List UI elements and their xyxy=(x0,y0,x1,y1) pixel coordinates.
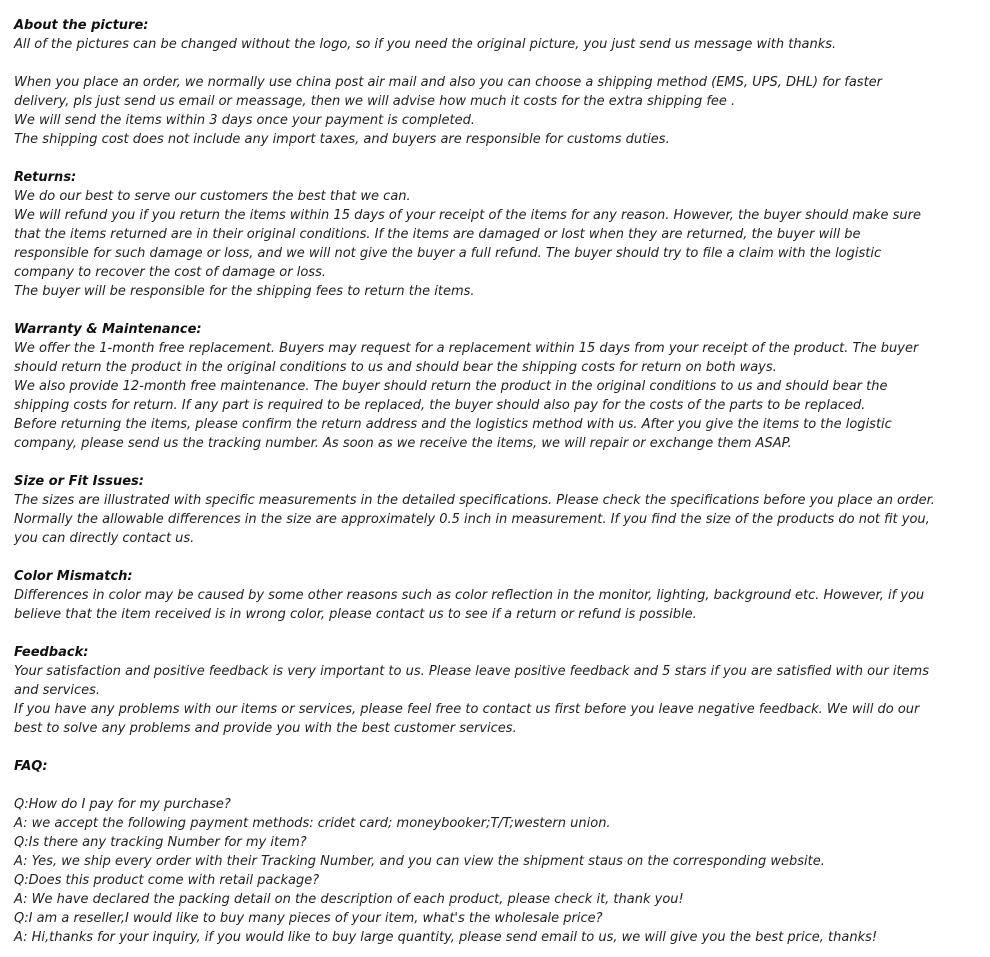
paragraph-line: We will send the items within 3 days once your payment is completed. xyxy=(14,113,476,128)
section-heading: About the picture: xyxy=(14,18,149,33)
faq-spacer xyxy=(14,776,990,795)
section-warranty xyxy=(14,320,990,453)
section-heading: Color Mismatch: xyxy=(14,569,133,584)
paragraph-line: responsible for such damage or loss, and we will not give the buyer a full refund. The buyer should try to file a claim with the logistic xyxy=(14,246,882,261)
paragraph-line: Your satisfaction and positive feedback is very important to us. Please leave positive feedback and 5 stars if you are satisfied with our items xyxy=(14,664,929,679)
section-shipping xyxy=(14,73,990,149)
section-heading: Size or Fit Issues: xyxy=(14,474,144,489)
paragraph-line: When you place an order, we normally use china post air mail and also you can choose a shipping method (EMS, UPS, DHL) for faster xyxy=(14,75,883,90)
paragraph-line: If you have any problems with our items or services, please feel free to contact us first before you leave negative feedback. We will do our xyxy=(14,702,920,717)
section-about-picture xyxy=(14,16,990,54)
paragraph-line: We will refund you if you return the items within 15 days of your receipt of the items for any reason. However, the buyer should make sure xyxy=(14,208,921,223)
faq-answer: A: Yes, we ship every order with their Tracking Number, and you can view the shipment staus on the corresponding website. xyxy=(14,854,825,869)
paragraph-line: Normally the allowable differences in the size are approximately 0.5 inch in measurement. If you find the size of the products do not fit you, xyxy=(14,512,930,527)
paragraph-line: Differences in color may be caused by some other reasons such as color reflection in the monitor, lighting, background etc. However, if you xyxy=(14,588,925,603)
paragraph-line: you can directly contact us. xyxy=(14,531,195,546)
faq-question: Q:How do I pay for my purchase? xyxy=(14,797,231,812)
section-faq xyxy=(14,757,990,947)
paragraph-line: The sizes are illustrated with specific measurements in the detailed specifications. Please check the specifications before you place an order. xyxy=(14,493,935,508)
section-heading: FAQ: xyxy=(14,759,48,774)
section-feedback xyxy=(14,643,990,738)
faq-question: Q:Does this product come with retail package? xyxy=(14,873,320,888)
paragraph-line: The buyer will be responsible for the shipping fees to return the items. xyxy=(14,284,475,299)
faq-question: Q:I am a reseller,I would like to buy many pieces of your item, what's the wholesale price? xyxy=(14,911,603,926)
paragraph-line: Before returning the items, please confirm the return address and the logistics method with us. After you give the items to the logistic xyxy=(14,417,892,432)
faq-answer: A: we accept the following payment methods: cridet card; moneybooker;T/T;western union. xyxy=(14,816,611,831)
section-heading: Returns: xyxy=(14,170,77,185)
faq-question: Q:Is there any tracking Number for my item? xyxy=(14,835,307,850)
faq-answer: A: We have declared the packing detail on the description of each product, please check it, thank you! xyxy=(14,892,684,907)
paragraph-line: We also provide 12-month free maintenance. The buyer should return the product in the original conditions to us and should bear the xyxy=(14,379,888,394)
paragraph-line: The shipping cost does not include any import taxes, and buyers are responsible for customs duties. xyxy=(14,132,670,147)
section-returns xyxy=(14,168,990,301)
paragraph-line: and services. xyxy=(14,683,101,698)
paragraph-line: should return the product in the original conditions to us and should bear the shipping costs for return on both ways. xyxy=(14,360,777,375)
paragraph-line: shipping costs for return. If any part is required to be replaced, the buyer should also pay for the costs of the parts to be replaced. xyxy=(14,398,866,413)
section-color-mismatch xyxy=(14,567,990,624)
paragraph-line: company, please send us the tracking number. As soon as we receive the items, we will repair or exchange them ASAP. xyxy=(14,436,792,451)
paragraph-line: best to solve any problems and provide you with the best customer services. xyxy=(14,721,517,736)
paragraph-line: that the items returned are in their original conditions. If the items are damaged or lost when they are returned, the buyer will be xyxy=(14,227,861,242)
section-heading: Feedback: xyxy=(14,645,89,660)
paragraph-line: All of the pictures can be changed without the logo, so if you need the original picture, you just send us message with thanks. xyxy=(14,37,837,52)
section-size-fit xyxy=(14,472,990,548)
faq-answer: A: Hi,thanks for your inquiry, if you would like to buy large quantity, please send email to us, we will give you the best price, thanks! xyxy=(14,930,878,945)
paragraph-line: believe that the item received is in wrong color, please contact us to see if a return or refund is possible. xyxy=(14,607,697,622)
paragraph-line: We do our best to serve our customers the best that we can. xyxy=(14,189,411,204)
paragraph-line: company to recover the cost of damage or loss. xyxy=(14,265,326,280)
paragraph-line: We offer the 1-month free replacement. Buyers may request for a replacement within 15 days from your receipt of the product. The buyer xyxy=(14,341,919,356)
section-heading: Warranty & Maintenance: xyxy=(14,322,202,337)
paragraph-line: delivery, pls just send us email or meassage, then we will advise how much it costs for the extra shipping fee . xyxy=(14,94,736,109)
